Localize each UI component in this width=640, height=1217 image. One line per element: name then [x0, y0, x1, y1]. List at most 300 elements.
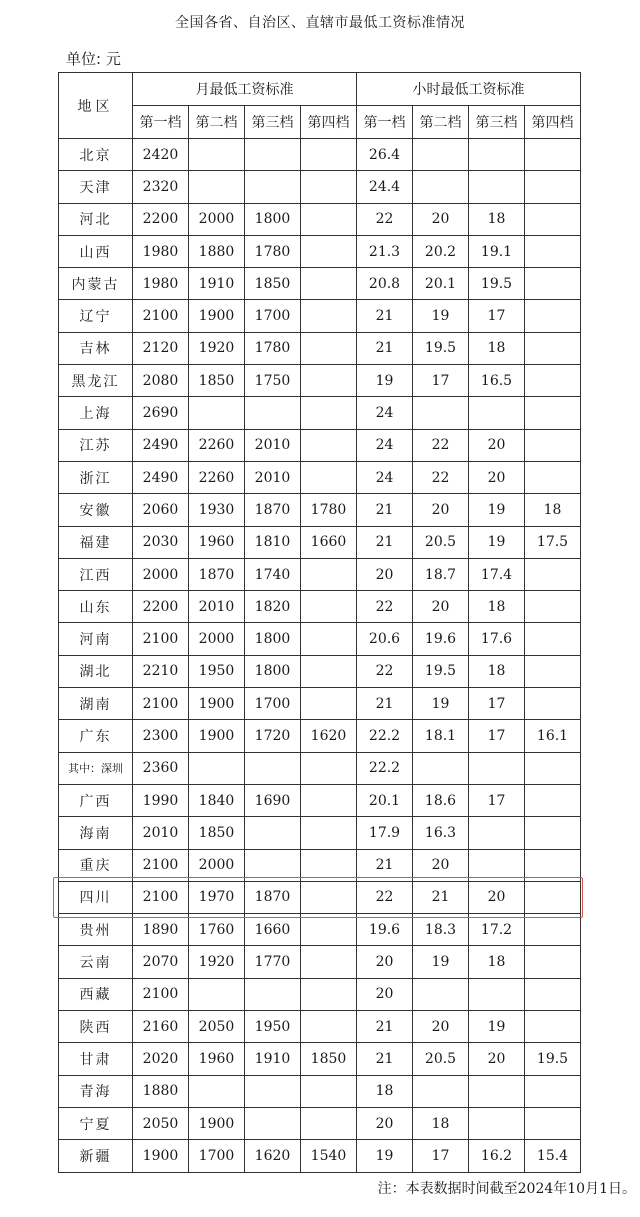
region-cell: 浙江	[59, 461, 133, 493]
hourly-tier-2-cell: 17	[413, 365, 469, 397]
region-cell: 西藏	[59, 978, 133, 1010]
monthly-tier-3-cell: 1770	[245, 946, 301, 978]
region-cell: 福建	[59, 526, 133, 558]
table-row	[59, 1107, 581, 1139]
monthly-tier-1-cell: 2060	[133, 494, 189, 526]
region-cell: 江西	[59, 558, 133, 590]
monthly-tier-2-cell: 1970	[189, 881, 245, 913]
hourly-tier-1-cell: 17.9	[357, 817, 413, 849]
hourly-tier-1-header: 第一档	[357, 106, 413, 139]
hourly-tier-1-cell: 21	[357, 332, 413, 364]
hourly-tier-3-cell: 17.6	[469, 623, 525, 655]
table-row	[59, 397, 581, 429]
monthly-tier-2-cell: 1850	[189, 365, 245, 397]
hourly-tier-1-cell: 20	[357, 978, 413, 1010]
monthly-tier-4-cell	[301, 235, 357, 267]
monthly-tier-4-cell	[301, 688, 357, 720]
table-row	[59, 139, 581, 171]
hourly-tier-1-cell: 26.4	[357, 139, 413, 171]
hourly-tier-1-cell: 22	[357, 655, 413, 687]
monthly-tier-2-header: 第二档	[189, 106, 245, 139]
hourly-tier-2-cell: 20	[413, 591, 469, 623]
hourly-tier-4-cell	[525, 1011, 581, 1043]
monthly-tier-2-cell: 1850	[189, 817, 245, 849]
hourly-tier-3-cell: 17.2	[469, 914, 525, 946]
monthly-tier-4-cell	[301, 1107, 357, 1139]
table-row	[59, 558, 581, 590]
monthly-tier-1-cell: 2070	[133, 946, 189, 978]
region-header: 地区	[59, 73, 133, 139]
region-cell: 广西	[59, 784, 133, 816]
hourly-tier-2-cell: 20.2	[413, 235, 469, 267]
hourly-tier-3-cell	[469, 397, 525, 429]
hourly-tier-2-header: 第二档	[413, 106, 469, 139]
monthly-tier-4-cell: 1850	[301, 1043, 357, 1075]
hourly-tier-4-cell	[525, 881, 581, 913]
hourly-tier-1-cell: 19	[357, 1140, 413, 1172]
hourly-tier-4-cell	[525, 397, 581, 429]
monthly-tier-4-cell	[301, 332, 357, 364]
monthly-tier-2-cell: 1870	[189, 558, 245, 590]
table-row	[59, 817, 581, 849]
hourly-tier-3-cell: 16.2	[469, 1140, 525, 1172]
hourly-tier-4-cell	[525, 429, 581, 461]
table-row	[59, 332, 581, 364]
monthly-tier-3-cell: 1800	[245, 623, 301, 655]
hourly-tier-1-cell: 18	[357, 1075, 413, 1107]
monthly-tier-1-cell: 2200	[133, 591, 189, 623]
hourly-tier-2-cell	[413, 171, 469, 203]
hourly-tier-1-cell: 24.4	[357, 171, 413, 203]
monthly-tier-4-cell: 1540	[301, 1140, 357, 1172]
table-row	[59, 1011, 581, 1043]
monthly-tier-2-cell	[189, 171, 245, 203]
monthly-tier-1-cell: 1880	[133, 1075, 189, 1107]
monthly-tier-1-cell: 2050	[133, 1107, 189, 1139]
region-cell: 甘肃	[59, 1043, 133, 1075]
monthly-tier-2-cell: 2000	[189, 623, 245, 655]
hourly-tier-4-cell	[525, 752, 581, 784]
monthly-tier-2-cell: 1880	[189, 235, 245, 267]
monthly-tier-4-cell: 1780	[301, 494, 357, 526]
minimum-wage-table	[58, 72, 581, 1173]
monthly-tier-1-cell: 1980	[133, 268, 189, 300]
region-cell: 宁夏	[59, 1107, 133, 1139]
hourly-tier-4-cell	[525, 978, 581, 1010]
monthly-tier-4-cell	[301, 623, 357, 655]
hourly-tier-1-cell: 21	[357, 1011, 413, 1043]
region-cell: 山西	[59, 235, 133, 267]
hourly-tier-2-cell: 18.6	[413, 784, 469, 816]
monthly-tier-1-cell: 1990	[133, 784, 189, 816]
region-cell: 湖南	[59, 688, 133, 720]
table-row	[59, 1043, 581, 1075]
region-cell: 天津	[59, 171, 133, 203]
hourly-tier-3-cell	[469, 978, 525, 1010]
hourly-tier-1-cell: 21	[357, 849, 413, 881]
table-row	[59, 655, 581, 687]
hourly-tier-4-cell	[525, 171, 581, 203]
region-cell: 吉林	[59, 332, 133, 364]
footnote: 注：本表数据时间截至2024年10月1日。	[377, 1181, 636, 1197]
monthly-tier-1-cell: 2080	[133, 365, 189, 397]
hourly-tier-4-cell	[525, 1107, 581, 1139]
monthly-tier-4-cell	[301, 849, 357, 881]
monthly-tier-3-cell	[245, 1107, 301, 1139]
monthly-tier-4-cell	[301, 914, 357, 946]
monthly-header: 月最低工资标准	[133, 73, 357, 106]
hourly-tier-2-cell: 20	[413, 1011, 469, 1043]
monthly-tier-3-cell: 1820	[245, 591, 301, 623]
monthly-tier-4-cell	[301, 946, 357, 978]
monthly-tier-2-cell	[189, 139, 245, 171]
hourly-tier-1-cell: 24	[357, 461, 413, 493]
monthly-tier-4-cell	[301, 591, 357, 623]
monthly-tier-2-cell: 2000	[189, 849, 245, 881]
monthly-tier-2-cell: 1760	[189, 914, 245, 946]
monthly-tier-1-cell: 2160	[133, 1011, 189, 1043]
monthly-tier-1-cell: 2690	[133, 397, 189, 429]
table-row	[59, 235, 581, 267]
monthly-tier-1-cell: 2100	[133, 623, 189, 655]
hourly-tier-2-cell: 19	[413, 300, 469, 332]
monthly-tier-2-cell: 1920	[189, 946, 245, 978]
hourly-tier-3-cell	[469, 752, 525, 784]
monthly-tier-2-cell: 2050	[189, 1011, 245, 1043]
monthly-tier-2-cell	[189, 397, 245, 429]
hourly-tier-3-cell: 18	[469, 591, 525, 623]
hourly-tier-4-cell	[525, 784, 581, 816]
monthly-tier-3-cell: 1690	[245, 784, 301, 816]
region-cell: 陕西	[59, 1011, 133, 1043]
hourly-tier-4-cell	[525, 332, 581, 364]
monthly-tier-2-cell: 1900	[189, 688, 245, 720]
hourly-tier-2-cell: 20	[413, 203, 469, 235]
hourly-tier-2-cell: 21	[413, 881, 469, 913]
monthly-tier-3-cell: 1850	[245, 268, 301, 300]
region-cell: 黑龙江	[59, 365, 133, 397]
region-cell: 贵州	[59, 914, 133, 946]
monthly-tier-1-cell: 2360	[133, 752, 189, 784]
hourly-tier-3-cell	[469, 1107, 525, 1139]
hourly-tier-4-cell	[525, 914, 581, 946]
monthly-tier-4-cell	[301, 429, 357, 461]
monthly-tier-3-cell: 1800	[245, 655, 301, 687]
region-cell: 四川	[59, 881, 133, 913]
hourly-tier-3-cell: 20	[469, 461, 525, 493]
hourly-tier-2-cell: 19.5	[413, 332, 469, 364]
monthly-tier-3-cell	[245, 752, 301, 784]
hourly-tier-4-cell: 19.5	[525, 1043, 581, 1075]
region-cell: 山东	[59, 591, 133, 623]
monthly-tier-2-cell: 1930	[189, 494, 245, 526]
unit-label: 单位: 元	[66, 50, 121, 68]
monthly-tier-4-cell	[301, 365, 357, 397]
monthly-tier-4-cell	[301, 139, 357, 171]
hourly-tier-3-cell: 18	[469, 203, 525, 235]
monthly-tier-3-cell: 1750	[245, 365, 301, 397]
monthly-tier-1-cell: 2020	[133, 1043, 189, 1075]
hourly-tier-4-cell	[525, 203, 581, 235]
monthly-tier-2-cell: 1960	[189, 1043, 245, 1075]
hourly-tier-3-cell	[469, 1075, 525, 1107]
monthly-tier-4-cell	[301, 978, 357, 1010]
hourly-tier-3-cell: 19	[469, 526, 525, 558]
monthly-tier-2-cell: 1900	[189, 1107, 245, 1139]
monthly-tier-3-cell: 1870	[245, 494, 301, 526]
hourly-tier-4-cell: 18	[525, 494, 581, 526]
hourly-tier-1-cell: 24	[357, 397, 413, 429]
monthly-tier-4-cell	[301, 558, 357, 590]
monthly-tier-2-cell: 1900	[189, 720, 245, 752]
hourly-tier-2-cell: 19.5	[413, 655, 469, 687]
hourly-tier-1-cell: 21	[357, 300, 413, 332]
region-cell: 其中：深圳	[59, 752, 133, 784]
monthly-tier-1-cell: 2030	[133, 526, 189, 558]
monthly-tier-3-cell	[245, 817, 301, 849]
monthly-tier-3-cell: 2010	[245, 429, 301, 461]
hourly-tier-3-cell: 17	[469, 720, 525, 752]
monthly-tier-1-header: 第一档	[133, 106, 189, 139]
hourly-tier-3-cell	[469, 817, 525, 849]
monthly-tier-4-cell	[301, 881, 357, 913]
hourly-tier-1-cell: 21	[357, 526, 413, 558]
table-row	[59, 688, 581, 720]
monthly-tier-2-cell	[189, 978, 245, 1010]
monthly-tier-2-cell	[189, 1075, 245, 1107]
hourly-tier-4-header: 第四档	[525, 106, 581, 139]
hourly-tier-1-cell: 20	[357, 946, 413, 978]
monthly-tier-2-cell: 1840	[189, 784, 245, 816]
region-cell: 湖北	[59, 655, 133, 687]
monthly-tier-2-cell: 2010	[189, 591, 245, 623]
monthly-tier-1-cell: 2210	[133, 655, 189, 687]
monthly-tier-1-cell: 2320	[133, 171, 189, 203]
monthly-tier-3-cell: 2010	[245, 461, 301, 493]
monthly-tier-2-cell: 2000	[189, 203, 245, 235]
monthly-tier-1-cell: 2010	[133, 817, 189, 849]
monthly-tier-2-cell	[189, 752, 245, 784]
region-cell: 河北	[59, 203, 133, 235]
hourly-tier-3-cell: 17	[469, 784, 525, 816]
monthly-tier-4-cell: 1620	[301, 720, 357, 752]
hourly-tier-4-cell	[525, 1075, 581, 1107]
hourly-tier-2-cell	[413, 752, 469, 784]
hourly-tier-2-cell: 22	[413, 461, 469, 493]
hourly-tier-4-cell	[525, 300, 581, 332]
hourly-tier-2-cell: 18	[413, 1107, 469, 1139]
monthly-tier-3-cell: 1780	[245, 332, 301, 364]
monthly-tier-4-cell	[301, 655, 357, 687]
monthly-tier-4-header: 第四档	[301, 106, 357, 139]
monthly-tier-1-cell: 1890	[133, 914, 189, 946]
hourly-tier-1-cell: 22.2	[357, 752, 413, 784]
hourly-tier-2-cell: 17	[413, 1140, 469, 1172]
region-cell: 重庆	[59, 849, 133, 881]
hourly-tier-1-cell: 22	[357, 881, 413, 913]
region-cell: 内蒙古	[59, 268, 133, 300]
monthly-tier-4-cell	[301, 817, 357, 849]
hourly-tier-2-cell: 18.3	[413, 914, 469, 946]
hourly-tier-1-cell: 21	[357, 688, 413, 720]
hourly-tier-2-cell: 20	[413, 849, 469, 881]
monthly-tier-1-cell: 2000	[133, 558, 189, 590]
region-cell: 新疆	[59, 1140, 133, 1172]
monthly-tier-1-cell: 2200	[133, 203, 189, 235]
monthly-tier-3-cell	[245, 1075, 301, 1107]
table-row	[59, 978, 581, 1010]
hourly-tier-3-cell: 20	[469, 881, 525, 913]
hourly-tier-1-cell: 22	[357, 591, 413, 623]
table-row	[59, 429, 581, 461]
hourly-tier-2-cell	[413, 978, 469, 1010]
table-row	[59, 591, 581, 623]
monthly-tier-3-cell	[245, 171, 301, 203]
monthly-tier-3-cell: 1800	[245, 203, 301, 235]
hourly-tier-1-cell: 20	[357, 558, 413, 590]
table-body	[59, 139, 581, 1173]
hourly-tier-1-cell: 19	[357, 365, 413, 397]
region-cell: 北京	[59, 139, 133, 171]
hourly-tier-2-cell: 20	[413, 494, 469, 526]
hourly-tier-3-header: 第三档	[469, 106, 525, 139]
hourly-tier-1-cell: 19.6	[357, 914, 413, 946]
monthly-tier-1-cell: 2490	[133, 429, 189, 461]
table-row	[59, 268, 581, 300]
hourly-tier-1-cell: 20.8	[357, 268, 413, 300]
monthly-tier-4-cell	[301, 300, 357, 332]
hourly-tier-4-cell	[525, 688, 581, 720]
monthly-tier-3-cell: 1720	[245, 720, 301, 752]
monthly-tier-3-cell	[245, 849, 301, 881]
hourly-tier-4-cell	[525, 558, 581, 590]
hourly-tier-2-cell: 22	[413, 429, 469, 461]
hourly-tier-1-cell: 21.3	[357, 235, 413, 267]
hourly-tier-3-cell: 18	[469, 655, 525, 687]
hourly-tier-2-cell: 20.5	[413, 526, 469, 558]
hourly-tier-1-cell: 20.1	[357, 784, 413, 816]
hourly-tier-4-cell: 17.5	[525, 526, 581, 558]
hourly-tier-4-cell: 16.1	[525, 720, 581, 752]
region-cell: 上海	[59, 397, 133, 429]
monthly-tier-1-cell: 1980	[133, 235, 189, 267]
monthly-tier-1-cell: 2490	[133, 461, 189, 493]
hourly-tier-4-cell	[525, 139, 581, 171]
hourly-tier-2-cell: 20.1	[413, 268, 469, 300]
monthly-tier-2-cell: 1950	[189, 655, 245, 687]
hourly-tier-3-cell: 17	[469, 300, 525, 332]
monthly-tier-4-cell	[301, 461, 357, 493]
table-row	[59, 752, 581, 784]
monthly-tier-4-cell: 1660	[301, 526, 357, 558]
monthly-tier-3-cell	[245, 397, 301, 429]
table-row	[59, 461, 581, 493]
monthly-tier-2-cell: 1920	[189, 332, 245, 364]
table-row	[59, 494, 581, 526]
hourly-tier-3-cell: 19	[469, 1011, 525, 1043]
monthly-tier-3-cell: 1660	[245, 914, 301, 946]
table-row	[59, 720, 581, 752]
monthly-tier-3-cell: 1740	[245, 558, 301, 590]
hourly-header: 小时最低工资标准	[357, 73, 581, 106]
monthly-tier-2-cell: 2260	[189, 461, 245, 493]
hourly-tier-3-cell	[469, 139, 525, 171]
monthly-tier-1-cell: 2100	[133, 881, 189, 913]
hourly-tier-3-cell: 18	[469, 332, 525, 364]
table-row	[59, 300, 581, 332]
hourly-tier-3-cell	[469, 171, 525, 203]
hourly-tier-2-cell: 18.1	[413, 720, 469, 752]
monthly-tier-2-cell: 1960	[189, 526, 245, 558]
monthly-tier-1-cell: 2100	[133, 849, 189, 881]
monthly-tier-4-cell	[301, 397, 357, 429]
hourly-tier-2-cell	[413, 397, 469, 429]
monthly-tier-4-cell	[301, 268, 357, 300]
table-row	[59, 914, 581, 946]
hourly-tier-3-cell: 17.4	[469, 558, 525, 590]
monthly-tier-4-cell	[301, 784, 357, 816]
hourly-tier-4-cell	[525, 365, 581, 397]
table-row	[59, 946, 581, 978]
document-title: 全国各省、自治区、直辖市最低工资标准情况	[175, 15, 465, 31]
hourly-tier-2-cell: 16.3	[413, 817, 469, 849]
monthly-tier-2-cell: 1910	[189, 268, 245, 300]
monthly-tier-4-cell	[301, 1011, 357, 1043]
hourly-tier-1-cell: 21	[357, 1043, 413, 1075]
monthly-tier-1-cell: 2100	[133, 300, 189, 332]
hourly-tier-1-cell: 24	[357, 429, 413, 461]
table-row	[59, 881, 581, 913]
hourly-tier-4-cell	[525, 946, 581, 978]
monthly-tier-2-cell: 1700	[189, 1140, 245, 1172]
monthly-tier-4-cell	[301, 171, 357, 203]
monthly-tier-1-cell: 2300	[133, 720, 189, 752]
hourly-tier-3-cell: 20	[469, 429, 525, 461]
hourly-tier-1-cell: 22.2	[357, 720, 413, 752]
hourly-tier-4-cell	[525, 655, 581, 687]
table-row	[59, 171, 581, 203]
monthly-tier-1-cell: 2120	[133, 332, 189, 364]
table-row	[59, 623, 581, 655]
hourly-tier-4-cell	[525, 268, 581, 300]
hourly-tier-2-cell: 19.6	[413, 623, 469, 655]
monthly-tier-3-cell: 1870	[245, 881, 301, 913]
monthly-tier-3-header: 第三档	[245, 106, 301, 139]
hourly-tier-1-cell: 20	[357, 1107, 413, 1139]
monthly-tier-2-cell: 2260	[189, 429, 245, 461]
monthly-tier-3-cell: 1620	[245, 1140, 301, 1172]
region-cell: 云南	[59, 946, 133, 978]
hourly-tier-3-cell: 18	[469, 946, 525, 978]
monthly-tier-3-cell: 1810	[245, 526, 301, 558]
hourly-tier-3-cell: 17	[469, 688, 525, 720]
monthly-tier-3-cell: 1950	[245, 1011, 301, 1043]
hourly-tier-2-cell: 19	[413, 946, 469, 978]
region-cell: 海南	[59, 817, 133, 849]
monthly-tier-4-cell	[301, 752, 357, 784]
hourly-tier-1-cell: 21	[357, 494, 413, 526]
hourly-tier-3-cell: 19	[469, 494, 525, 526]
monthly-tier-1-cell: 2420	[133, 139, 189, 171]
hourly-tier-4-cell: 15.4	[525, 1140, 581, 1172]
table-row	[59, 1140, 581, 1172]
hourly-tier-3-cell: 19.5	[469, 268, 525, 300]
monthly-tier-4-cell	[301, 1075, 357, 1107]
table-row	[59, 365, 581, 397]
region-cell: 青海	[59, 1075, 133, 1107]
monthly-tier-3-cell: 1700	[245, 688, 301, 720]
monthly-tier-3-cell: 1910	[245, 1043, 301, 1075]
